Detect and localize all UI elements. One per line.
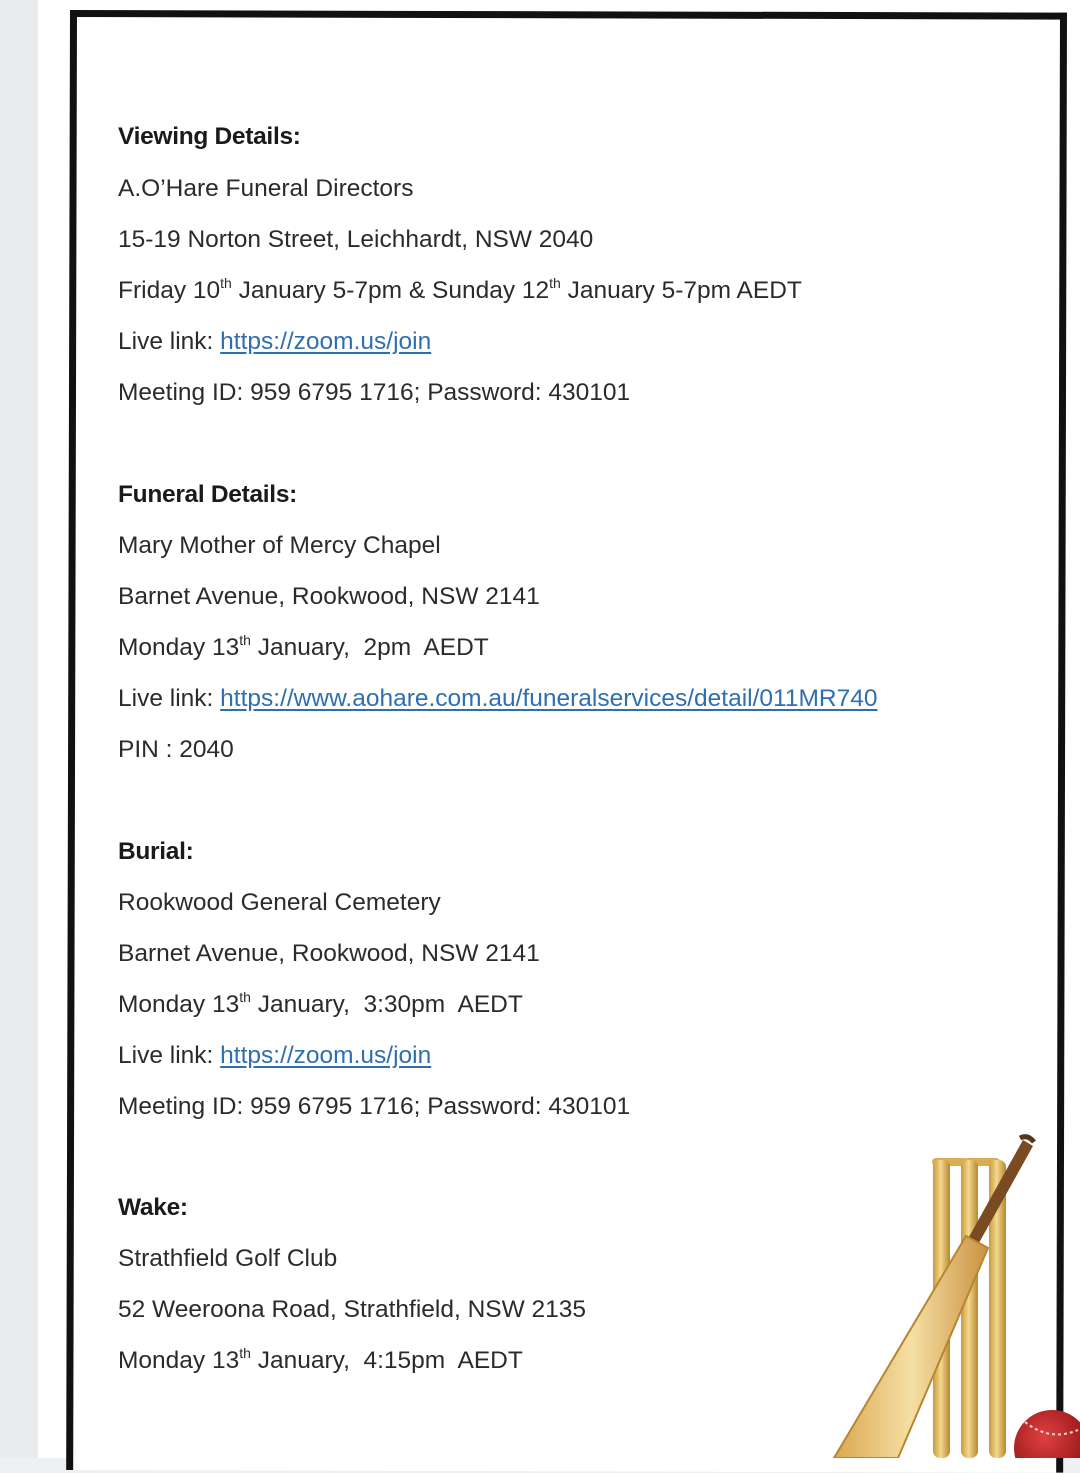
wake-venue: Strathfield Golf Club	[118, 1245, 338, 1272]
viewing-venue: A.O’Hare Funeral Directors	[118, 175, 414, 202]
funeral-venue: Mary Mother of Mercy Chapel	[118, 532, 441, 559]
burial-heading: Burial:	[118, 838, 194, 865]
viewing-address: 15-19 Norton Street, Leichhardt, NSW 2040	[118, 226, 594, 253]
burial-live-link[interactable]: https://zoom.us/join	[220, 1042, 432, 1069]
viewing-heading: Viewing Details:	[118, 123, 301, 150]
wake-date: Monday 13th January, 4:15pm AEDT	[118, 1345, 523, 1374]
viewer-left-margin	[0, 0, 38, 1458]
burial-venue: Rookwood General Cemetery	[118, 889, 441, 916]
funeral-live-link[interactable]: https://www.aohare.com.au/funeralservices/detail/011MR740	[220, 685, 878, 712]
burial-live-link-line: Live link: https://zoom.us/join	[118, 1042, 432, 1069]
funeral-date: Monday 13th January, 2pm AEDT	[118, 632, 489, 661]
funeral-address: Barnet Avenue, Rookwood, NSW 2141	[118, 583, 540, 610]
funeral-live-link-line: Live link: https://www.aohare.com.au/funeralservices/detail/011MR740	[118, 685, 878, 712]
burial-date: Monday 13th January, 3:30pm AEDT	[118, 989, 523, 1018]
burial-meeting-info: Meeting ID: 959 6795 1716; Password: 430101	[118, 1093, 631, 1120]
viewing-date: Friday 10th January 5-7pm & Sunday 12th January 5-7pm AEDT	[118, 275, 802, 304]
wake-heading: Wake:	[118, 1194, 188, 1221]
viewing-meeting-info: Meeting ID: 959 6795 1716; Password: 430101	[118, 379, 631, 406]
wake-address: 52 Weeroona Road, Strathfield, NSW 2135	[118, 1296, 587, 1323]
funeral-pin: PIN : 2040	[118, 736, 234, 763]
funeral-heading: Funeral Details:	[118, 481, 297, 508]
viewing-live-link[interactable]: https://zoom.us/join	[220, 328, 432, 355]
viewing-live-link-line: Live link: https://zoom.us/join	[118, 328, 432, 355]
burial-address: Barnet Avenue, Rookwood, NSW 2141	[118, 940, 540, 967]
cricket-bat-stumps-ball-icon	[820, 1130, 1080, 1458]
